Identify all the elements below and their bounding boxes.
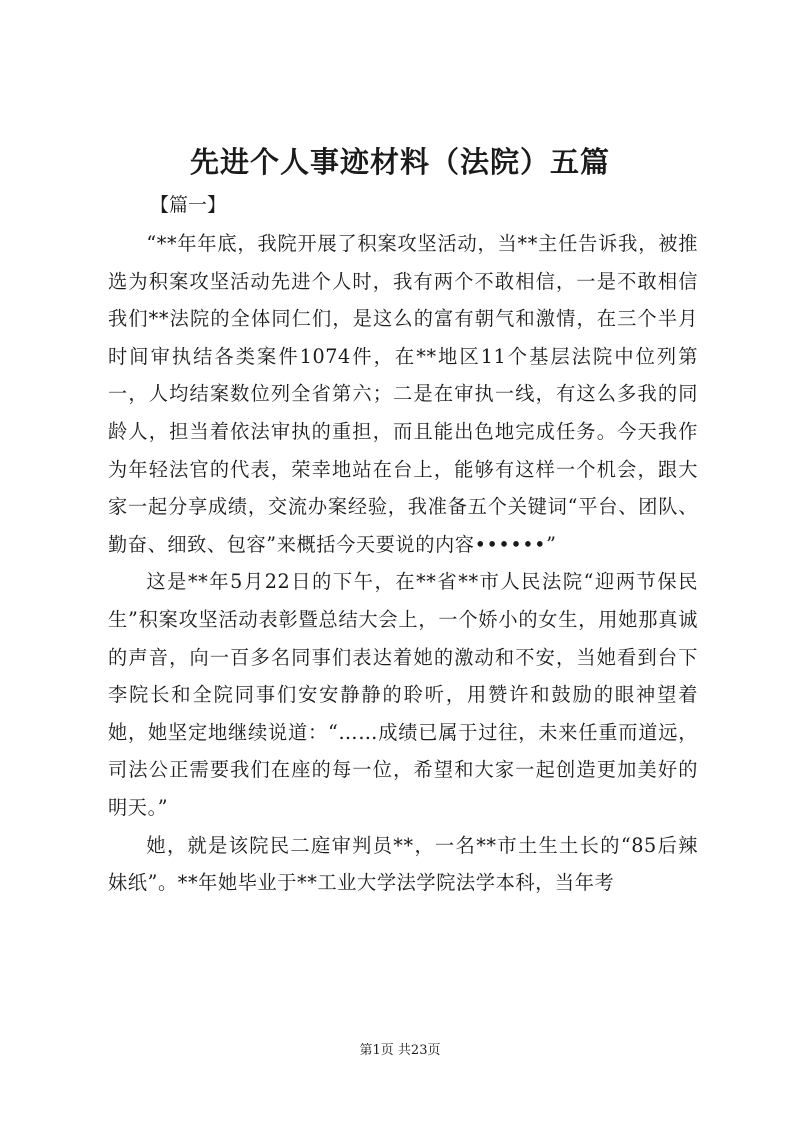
paragraph-1: “**年年底，我院开展了积案攻坚活动，当**主任告诉我，被推选为积案攻坚活动先进个人时，我有两个不敢相信，一是不敢相信我们**法院的全体同仁们，是这么的富有朝气和激情，在三个半月时间审执结各类案件1074件，在**地区11个基层法院中位列第一，人均结案数位列全省第六；二是在审执一线，有这么多我的同龄人，担当着依法审执的重担，而且能出色地完成任务。今天我作为年轻法官的代表，荣幸地站在台上，能够有这样一个机会，跟大家一起分享成绩，交流办案经验，我准备五个关键词“平台、团队、勤奋、细致、包容”来概括今天要说的内容••••••”: [108, 232, 698, 556]
document-body: [108, 225, 698, 902]
section-label: 【篇一】: [150, 194, 227, 216]
page-footer: 第1页 共23页: [359, 1043, 441, 1058]
paragraph-2: 这是**年5月22日的下午，在**省**市人民法院“迎两节保民生”积案攻坚活动表彰暨总结大会上，一个娇小的女生，用她那真诚的声音，向一百多名同事们表达着她的激动和不安，当她看到台下李院长和全院同事们安安静静的聆听，用赞许和鼓励的眼神望着她，她坚定地继续说道：“……成绩已属于过往，未来任重而道远，司法公正需要我们在座的每一位，希望和大家一起创造更加美好的明天。”: [108, 570, 698, 819]
document-title: 先进个人事迹材料（法院）五篇: [189, 145, 610, 179]
paragraph-3: 她，就是该院民二庭审判员**，一名**市土生土长的“85后辣妹纸”。**年她毕业于**工业大学法学院法学本科，当年考: [108, 833, 698, 895]
